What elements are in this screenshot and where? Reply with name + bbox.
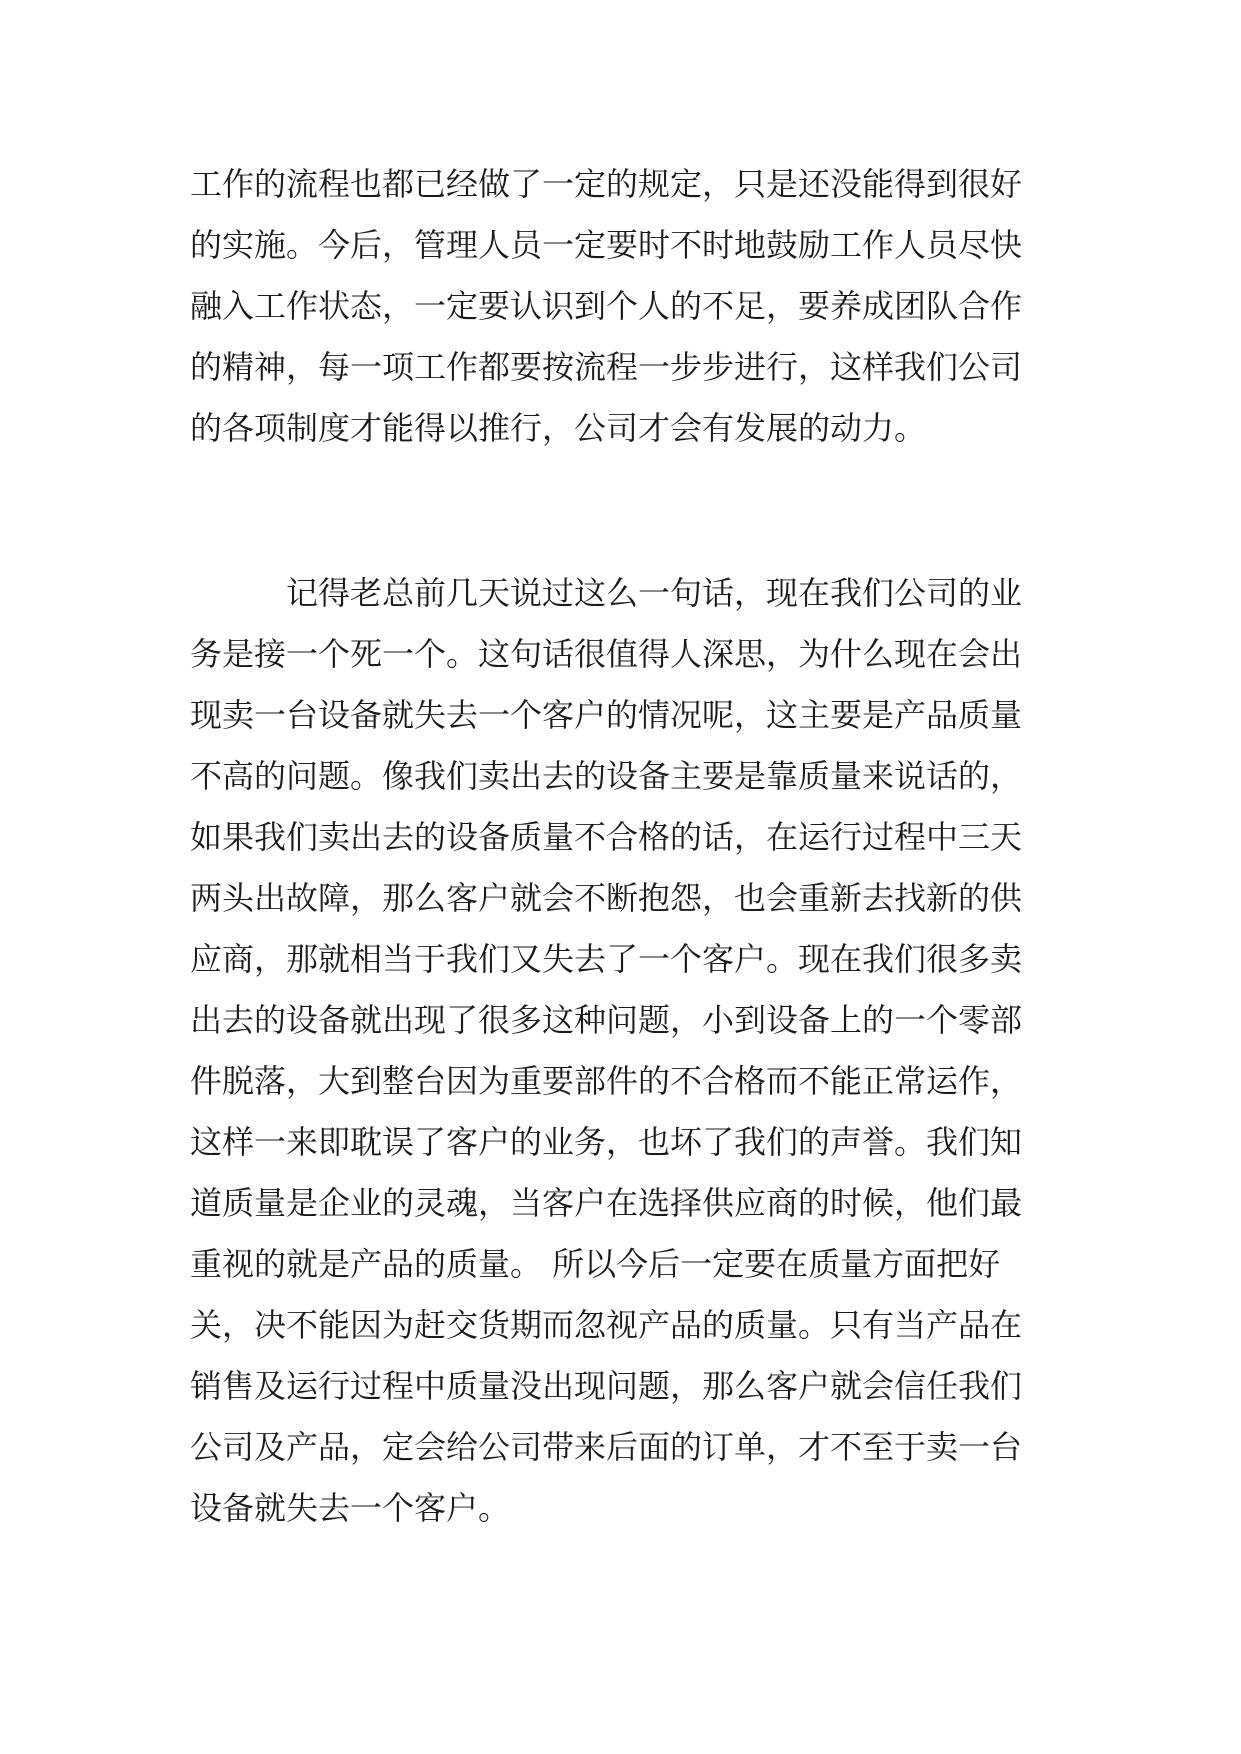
text-line: 应商，那就相当于我们又失去了一个客户。现在我们很多卖	[190, 940, 1023, 978]
text-line: 两头出故障，那么客户就会不断抱怨，也会重新去找新的供	[190, 879, 1023, 917]
text-line: 设备就失去一个客户。	[190, 1489, 511, 1527]
text-line: 关，决不能因为赶交货期而忽视产品的质量。只有当产品在	[190, 1306, 1023, 1344]
text-line: 的各项制度才能得以推行，公司才会有发展的动力。	[190, 409, 927, 447]
text-line: 现卖一台设备就失去一个客户的情况呢，这主要是产品质量	[190, 696, 1023, 734]
text-line: 工作的流程也都已经做了一定的规定，只是还没能得到很好	[190, 165, 1023, 203]
text-line: 融入工作状态，一定要认识到个人的不足，要养成团队合作	[190, 287, 1023, 325]
text-line: 件脱落，大到整台因为重要部件的不合格而不能正常运作，	[190, 1062, 1023, 1100]
text-line: 如果我们卖出去的设备质量不合格的话，在运行过程中三天	[190, 818, 1023, 856]
text-line: 务是接一个死一个。这句话很值得人深思，为什么现在会出	[190, 635, 1023, 673]
paragraph-1	[190, 154, 1070, 459]
text-line: 不高的问题。像我们卖出去的设备主要是靠质量来说话的，	[190, 757, 1023, 795]
text-line: 道质量是企业的灵魂，当客户在选择供应商的时候，他们最	[190, 1184, 1023, 1222]
text-line: 这样一来即耽误了客户的业务，也坏了我们的声誉。我们知	[190, 1123, 1023, 1161]
text-line: 记得老总前几天说过这么一句话，现在我们公司的业	[190, 574, 1023, 612]
text-line: 的实施。今后，管理人员一定要时不时地鼓励工作人员尽快	[190, 226, 1023, 264]
text-line: 公司及产品，定会给公司带来后面的订单，才不至于卖一台	[190, 1428, 1023, 1466]
text-line: 销售及运行过程中质量没出现问题，那么客户就会信任我们	[190, 1367, 1023, 1405]
text-line: 重视的就是产品的质量。 所以今后一定要在质量方面把好	[190, 1245, 1001, 1283]
text-line: 出去的设备就出现了很多这种问题，小到设备上的一个零部	[190, 1001, 1023, 1039]
paragraph-2	[190, 563, 1070, 1539]
text-line: 的精神，每一项工作都要按流程一步步进行，这样我们公司	[190, 348, 1023, 386]
